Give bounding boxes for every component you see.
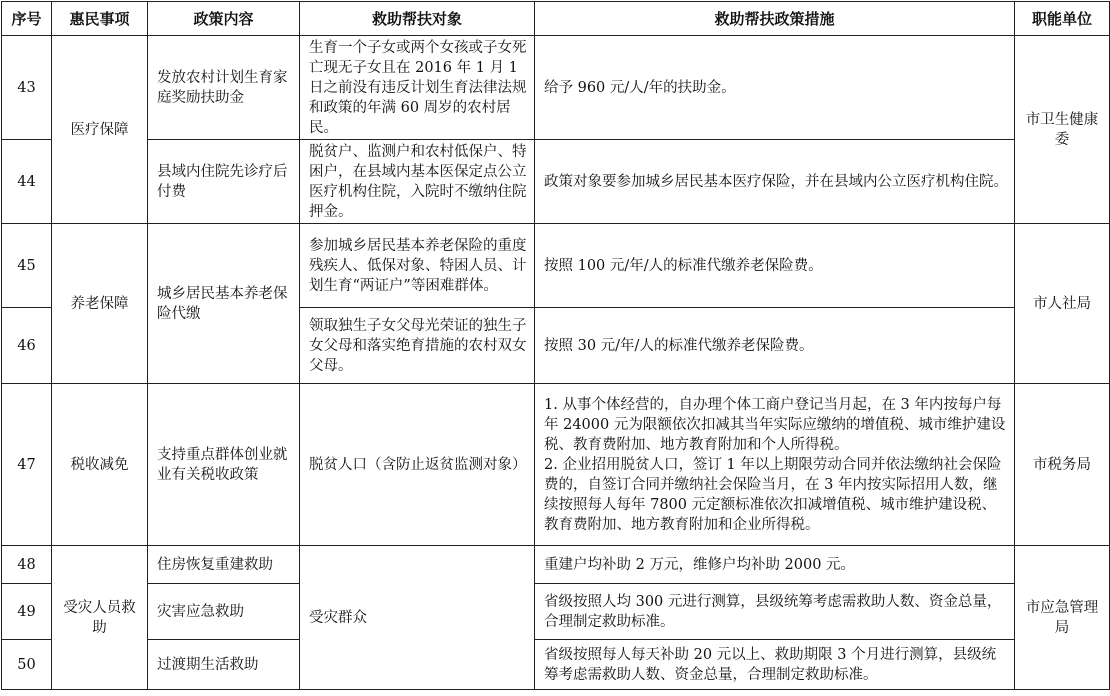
target-cell: 参加城乡居民基本养老保险的重度残疾人、低保对象、特困人员、计划生育“两证户”等困难群体。: [300, 224, 535, 308]
target-cell: 生育一个子女或两个女孩或子女死亡现无子女且在 2016 年 1 月 1 日之前没有违反计划生育法律法规和政策的年满 60 周岁的农村居民。: [300, 36, 535, 140]
table-row: [2, 546, 1110, 584]
table-row: [2, 640, 1110, 690]
department-cell: 市应急管理局: [1015, 546, 1110, 690]
table-row: [2, 36, 1110, 140]
target-cell: 脱贫户、监测户和农村低保户、特困户，在县域内基本医保定点公立医疗机构住院，入院时不缴纳住院押金。: [300, 140, 535, 224]
policy-cell: 灾害应急救助: [148, 584, 300, 640]
category-cell: 医疗保障: [52, 36, 148, 224]
measures-cell: 重建户均补助 2 万元，维修户均补助 2000 元。: [535, 546, 1015, 584]
measure-item-1: 1. 从事个体经营的，自办理个体工商户登记当月起，在 3 年内按每户每年 24000 元为限额依次扣减其当年实际应缴纳的增值税、城市维护建设税、教育费附加、地方教育附加和个人所得税。: [544, 396, 1006, 453]
row-number: 49: [2, 584, 52, 640]
row-number: 43: [2, 36, 52, 140]
row-number: 45: [2, 224, 52, 308]
header-measures: 救助帮扶政策措施: [535, 2, 1015, 36]
header-policy: 政策内容: [148, 2, 300, 36]
measures-cell: 省级按照每人每天补助 20 元以上、救助期限 3 个月进行测算，县级统筹考虑需救助人数、资金总量，合理制定救助标准。: [535, 640, 1015, 690]
row-number: 48: [2, 546, 52, 584]
policy-cell: 县域内住院先诊疗后付费: [148, 140, 300, 224]
target-cell: 脱贫人口（含防止返贫监测对象）: [300, 384, 535, 546]
measures-cell: 省级按照人均 300 元进行测算，县级统筹考虑需救助人数、资金总量，合理制定救助标准。: [535, 584, 1015, 640]
header-target: 救助帮扶对象: [300, 2, 535, 36]
category-cell: 受灾人员救助: [52, 546, 148, 690]
policy-cell: 发放农村计划生育家庭奖励扶助金: [148, 36, 300, 140]
measures-cell: 政策对象要参加城乡居民基本医疗保险，并在县域内公立医疗机构住院。: [535, 140, 1015, 224]
department-cell: 市税务局: [1015, 384, 1110, 546]
row-number: 44: [2, 140, 52, 224]
policy-cell: 城乡居民基本养老保险代缴: [148, 224, 300, 384]
target-cell: 领取独生子女父母光荣证的独生子女父母和落实绝育措施的农村双女父母。: [300, 308, 535, 384]
table-row: [2, 384, 1110, 546]
policy-cell: 住房恢复重建救助: [148, 546, 300, 584]
category-cell: 税收减免: [52, 384, 148, 546]
header-row: [2, 2, 1110, 36]
department-cell: 市卫生健康委: [1015, 36, 1110, 224]
row-number: 46: [2, 308, 52, 384]
table-row: [2, 140, 1110, 224]
measures-cell: [535, 384, 1015, 546]
row-number: 50: [2, 640, 52, 690]
table-row: [2, 224, 1110, 308]
measures-cell: 按照 30 元/年/人的标准代缴养老保险费。: [535, 308, 1015, 384]
measures-cell: 按照 100 元/年/人的标准代缴养老保险费。: [535, 224, 1015, 308]
measures-cell: 给予 960 元/人/年的扶助金。: [535, 36, 1015, 140]
header-department: 职能单位: [1015, 2, 1110, 36]
header-category: 惠民事项: [52, 2, 148, 36]
table-row: [2, 584, 1110, 640]
measure-item-2: 2. 企业招用脱贫人口，签订 1 年以上期限劳动合同并依法缴纳社会保险费的，自签订合同并缴纳社会保险当月，在 3 年内按实际招用人数，继续按照每人每年 7800 元定额标准依次扣减增值税、城市维护建设税、教育费附加、地方教育附加和企业所得税。: [544, 456, 1002, 533]
header-no: 序号: [2, 2, 52, 36]
policy-cell: 过渡期生活救助: [148, 640, 300, 690]
policy-cell: 支持重点群体创业就业有关税收政策: [148, 384, 300, 546]
row-number: 47: [2, 384, 52, 546]
category-cell: 养老保障: [52, 224, 148, 384]
target-cell: 受灾群众: [300, 546, 535, 690]
department-cell: 市人社局: [1015, 224, 1110, 384]
policy-table: [1, 1, 1110, 690]
